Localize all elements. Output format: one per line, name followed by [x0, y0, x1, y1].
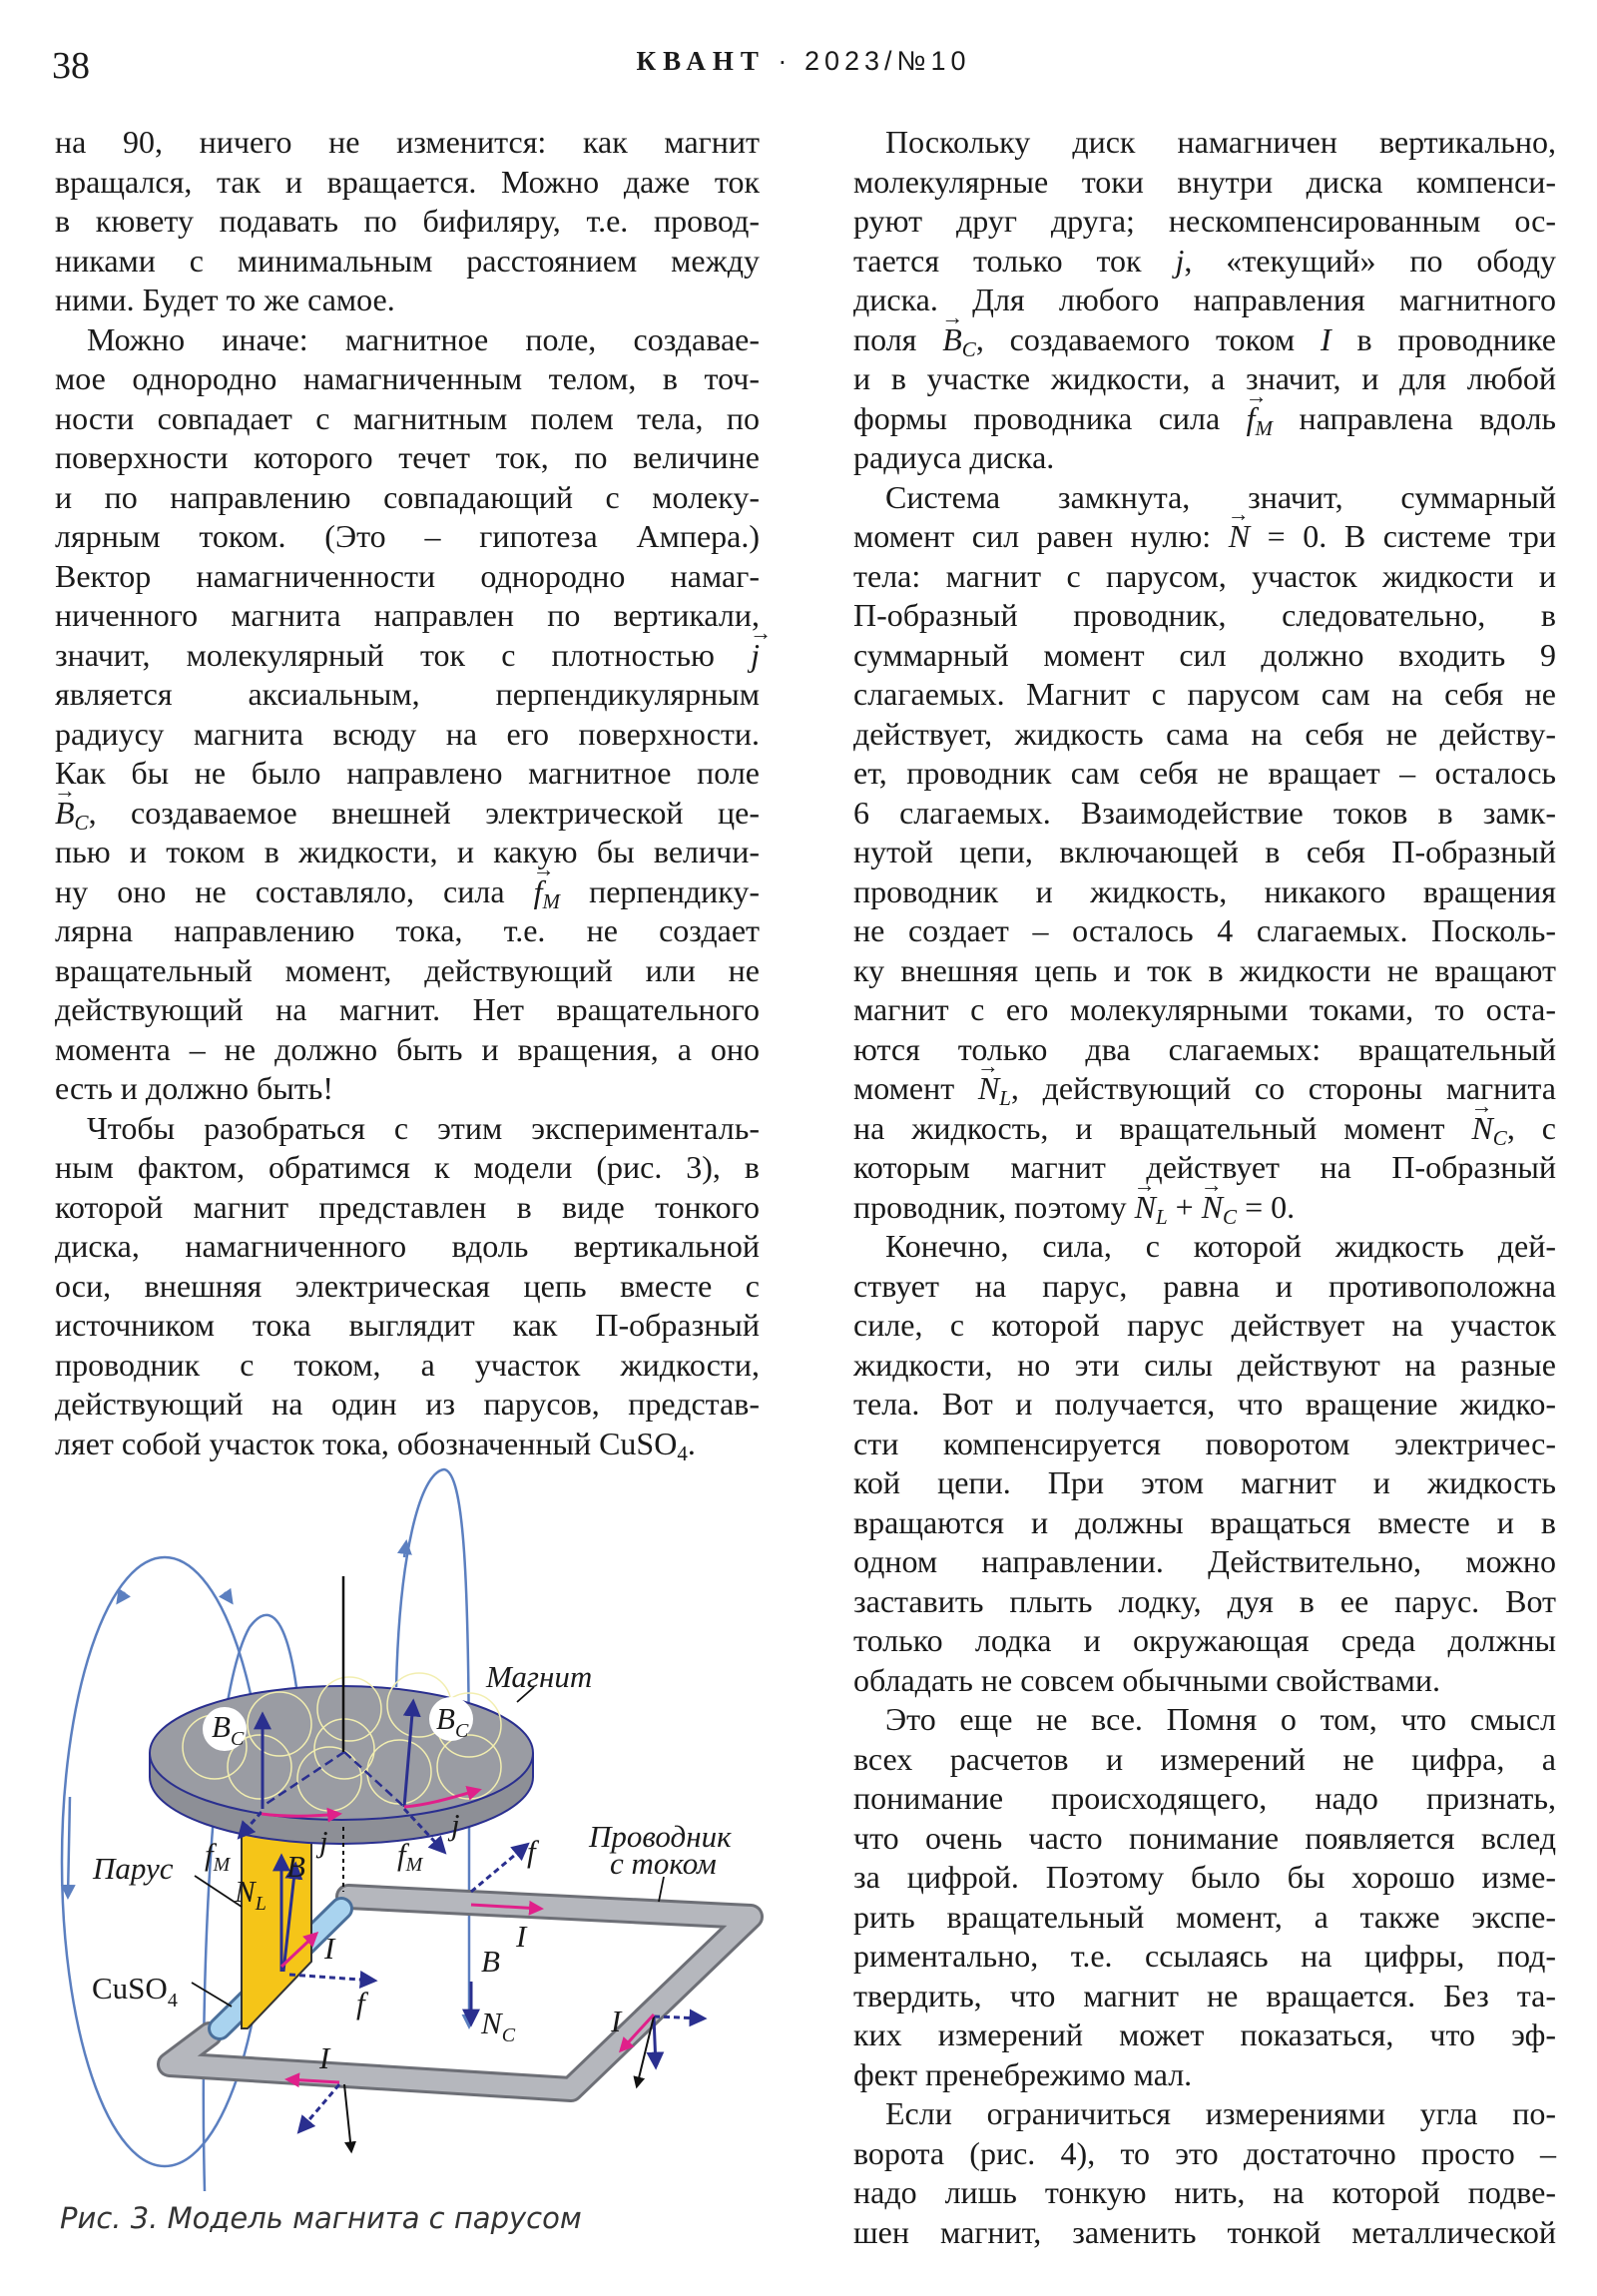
vector-symbol: → N	[1229, 520, 1250, 552]
label-bc-left: $B_C$	[212, 1709, 245, 1750]
magazine-title: КВАНТ	[636, 46, 766, 76]
vector-symbol: → $N_L$	[978, 1072, 1011, 1104]
left-column	[55, 123, 760, 1463]
vector-symbol: → $B_C$	[942, 323, 976, 355]
text-line: тела: магнит с парусом, участок жидкости и	[853, 557, 1556, 594]
subscript: 4	[677, 1440, 688, 1465]
text-line: формы проводника сила → $f_M$ направлена вдоль	[853, 399, 1556, 439]
right-column	[853, 123, 1556, 2252]
label-conductor-line1: Проводник	[589, 1819, 732, 1854]
text-line: которой магнит представлен в виде тонкого	[55, 1188, 760, 1225]
vector-symbol: → $N_C$	[1471, 1112, 1506, 1144]
text-line: пью и током в жидкости, и какую бы величи-	[55, 834, 760, 869]
text-line: оси, внешняя электрическая цепь вместе с	[55, 1267, 760, 1304]
label-fm-left: fM	[205, 1837, 231, 1876]
italic-symbol: I	[1320, 320, 1331, 357]
text-line: диска, намагниченного вдоль вертикальной	[55, 1228, 760, 1264]
text-line: на жидкость, и вращательный момент → $N_C$, с	[853, 1109, 1556, 1149]
text-line: поверхности которого течет ток, по величине	[55, 439, 760, 475]
label-f-sail: f	[356, 1986, 365, 2020]
text-line: ствует на парус, равна и противоположна	[853, 1267, 1556, 1304]
text-line: П-образный проводник, следовательно, в	[853, 597, 1556, 633]
text-line: лярным током. (Это – гипотеза Ампера.)	[55, 518, 760, 554]
text-line: Можно иначе: магнитное поле, создавае-	[87, 320, 760, 357]
text-line: момент → $N_L$, действующий со стороны магнита	[853, 1069, 1556, 1109]
text-line: 6 слагаемых. Взаимодействие токов в замк-	[853, 794, 1556, 831]
text-line: молекулярные токи внутри диска компенси-	[853, 163, 1556, 200]
figure-magnet-with-sail	[0, 1437, 798, 2236]
text-line: вращаются и должны вращаться вместе и в	[853, 1503, 1556, 1540]
text-line: значит, молекулярный ток с плотностью → j	[55, 636, 760, 676]
text-line: нутой цепи, включающей в себя П-образный	[853, 834, 1556, 869]
text-line: мое однородно намагниченным телом, в точ-	[55, 360, 760, 396]
text-line: за цифрой. Поэтому было бы хорошо изме-	[853, 1859, 1556, 1895]
text-line: не создает – осталось 4 слагаемых. Посколь-	[853, 912, 1556, 948]
black-vectors	[343, 1827, 654, 2151]
label-j-left: j	[319, 1824, 328, 1859]
label-j-right: j	[451, 1807, 460, 1842]
text-line: сти компенсируется поворотом электричес-	[853, 1425, 1556, 1461]
page-number: 38	[52, 45, 90, 87]
italic-symbol: j	[1175, 242, 1185, 279]
text-line: Как бы не было направлено магнитное поле	[55, 755, 760, 791]
text-line: диска. Для любого направления магнитного	[853, 282, 1556, 317]
vector-symbol: → $N_L$	[1135, 1191, 1168, 1223]
text-line: ются только два слагаемых: вращательный	[853, 1030, 1556, 1067]
label-i-bottom: I	[319, 2040, 330, 2075]
vector-symbol: → $f_M$	[1247, 402, 1273, 434]
label-sail: Парус	[93, 1851, 174, 1886]
text-line: тается только ток j, «текущий» по ободу	[853, 242, 1557, 279]
text-line: твердить, что магнит не вращается. Без та-	[853, 1977, 1556, 2013]
label-i-sail: I	[324, 1931, 335, 1966]
text-line: Это еще не все. Помня о том, что смысл	[885, 1701, 1556, 1737]
vector-symbol: → j	[751, 639, 760, 671]
text-line: ниченного магнита направлен по вертикали,	[55, 597, 760, 633]
text-line: которым магнит действует на П-образный	[853, 1149, 1556, 1185]
text-line: → $B_C$, создаваемое внешней электрической це-	[55, 794, 760, 834]
label-fm-right: fM	[397, 1837, 423, 1876]
magnet-disc	[150, 1673, 533, 1844]
text-line: кой цепи. При этом магнит и жидкость	[853, 1464, 1556, 1500]
text-line: понимание происходящего, надо признать,	[853, 1780, 1556, 1816]
label-f-top: f	[527, 1834, 536, 1869]
text-line: фект пренебрежимо мал.	[853, 2055, 1193, 2092]
text-line: руют друг друга; нескомпенсированным ос-	[853, 203, 1556, 239]
vector-symbol: → $B_C$	[55, 797, 89, 829]
text-line: Вектор намагниченности однородно намаг-	[55, 557, 760, 594]
text-line: проводник и жидкость, никакого вращения	[853, 872, 1556, 909]
text-line: рить вращательный момент, а также экспе-	[853, 1898, 1556, 1935]
label-i-right: I	[611, 2004, 622, 2038]
text-line: ным фактом, обратимся к модели (рис. 3), в	[55, 1149, 760, 1185]
text-line: Если ограничиться измерениями угла по-	[885, 2095, 1556, 2131]
text-line: вращался, так и вращается. Можно даже ток	[55, 163, 760, 200]
label-bc-right: $B_C$	[436, 1701, 469, 1742]
text-line: является аксиальным, перпендикулярным	[55, 676, 760, 712]
label-cuso4: CuSO$_4$	[92, 1971, 178, 2011]
text-line: радиуса диска.	[853, 439, 1055, 475]
text-line: ляет собой участок тока, обозначенный CuSO$_4$.	[55, 1425, 696, 1465]
text-line: суммарный момент сил должно входить 9	[853, 636, 1556, 673]
label-nc: $N_C$	[481, 2006, 516, 2046]
text-line: вращательный момент, действующий или не	[55, 951, 760, 988]
label-b-sail: B	[286, 1849, 305, 1884]
vector-symbol: → $f_M$	[534, 875, 560, 907]
text-line: действует, жидкость сама на себя не действу-	[853, 715, 1556, 752]
text-line: обладать не совсем обычными свойствами.	[853, 1661, 1440, 1698]
text-line: проводник с током, а участок жидкости,	[55, 1346, 760, 1383]
text-line: поля → $B_C$, создаваемого током I в проводнике	[853, 320, 1556, 360]
text-line: всех расчетов и измерений не цифра, а	[853, 1740, 1556, 1777]
text-line: ких измерений может показаться, что эф-	[853, 2016, 1556, 2052]
label-conductor-line2: с током	[610, 1846, 717, 1881]
text-line: и по направлению совпадающий с молеку-	[55, 478, 760, 515]
text-line: слагаемых. Магнит с парусом сам на себя не	[853, 676, 1556, 712]
text-line: одном направлении. Действительно, можно	[853, 1543, 1556, 1579]
text-line: ворота (рис. 4), то это достаточно просто –	[853, 2134, 1556, 2171]
text-line: действующий на магнит. Нет вращательного	[55, 991, 760, 1027]
text-line: момент сил равен нулю: → N = 0. В системе три	[853, 517, 1556, 557]
text-line: никами с минимальным расстоянием между	[55, 242, 760, 279]
text-line: заставить плыть лодку, дуя в ее парус. Вот	[853, 1582, 1556, 1619]
vector-symbol: → $N_C$	[1202, 1191, 1237, 1223]
issue-number: 2023/№10	[803, 46, 971, 76]
text-line: и в участке жидкости, а значит, и для любой	[853, 360, 1556, 396]
label-magnet: Магнит	[486, 1659, 593, 1694]
text-line: силе, с которой парус действует на участок	[853, 1307, 1556, 1343]
text-line: Поскольку диск намагничен вертикально,	[885, 124, 1556, 160]
label-b-conductor: B	[481, 1944, 500, 1979]
label-i-top: I	[516, 1919, 527, 1954]
text-line: что очень часто понимание появляется вслед	[853, 1819, 1556, 1856]
figure-caption: Рис. 3. Модель магнита с парусом	[60, 2201, 582, 2235]
text-line: ку внешняя цепь и ток в жидкости не вращают	[853, 951, 1556, 988]
text-line: есть и должно быть!	[55, 1070, 333, 1106]
text-line: надо лишь тонкую нить, на которой подве-	[853, 2174, 1556, 2210]
text-line: проводник, поэтому → $N_L$ + → $N_C = 0$.	[853, 1188, 1556, 1228]
text-line: момента – не должно быть и вращения, а оно	[55, 1030, 760, 1067]
text-line: в кювету подавать по бифиляру, т.е. провод-	[55, 203, 760, 239]
text-line: радиусу магнита всюду на его поверхности.	[55, 715, 760, 752]
text-line: ну оно не составляло, сила → $f_M$ перпендику-	[55, 872, 760, 912]
text-line: ет, проводник сам себя не вращает – осталось	[853, 755, 1556, 791]
text-line: тела. Вот и получается, что вращение жидко-	[853, 1386, 1556, 1422]
separator: ·	[778, 46, 793, 76]
text-line: жидкости, но эти силы действуют на разные	[853, 1346, 1556, 1383]
text-line: ности совпадает с магнитным полем тела, по	[55, 399, 760, 436]
text-line: Конечно, сила, с которой жидкость дей-	[885, 1228, 1556, 1264]
text-line: ними. Будет то же самое.	[55, 282, 395, 317]
text-line: только лодка и окружающая среда должны	[853, 1622, 1556, 1658]
label-nl: $N_L$	[235, 1874, 266, 1915]
text-line: Чтобы разобраться с этим эксперименталь-	[87, 1109, 760, 1146]
text-line: действующий на один из парусов, представ-	[55, 1386, 760, 1422]
text-line: магнит с его молекулярными токами, то оста-	[853, 991, 1556, 1027]
text-line: шен магнит, заменить тонкой металлической	[853, 2213, 1556, 2250]
running-head	[0, 46, 1597, 77]
text-line: на 90, ничего не изменится: как магнит	[55, 124, 760, 160]
text-line: Система замкнута, значит, суммарный	[885, 478, 1556, 515]
text-line: риментально, т.е. ссылаясь на цифры, под-	[853, 1938, 1556, 1974]
text-line: лярна направлению тока, т.е. не создает	[55, 912, 760, 948]
text-line: источником тока выглядит как П-образный	[55, 1307, 760, 1343]
